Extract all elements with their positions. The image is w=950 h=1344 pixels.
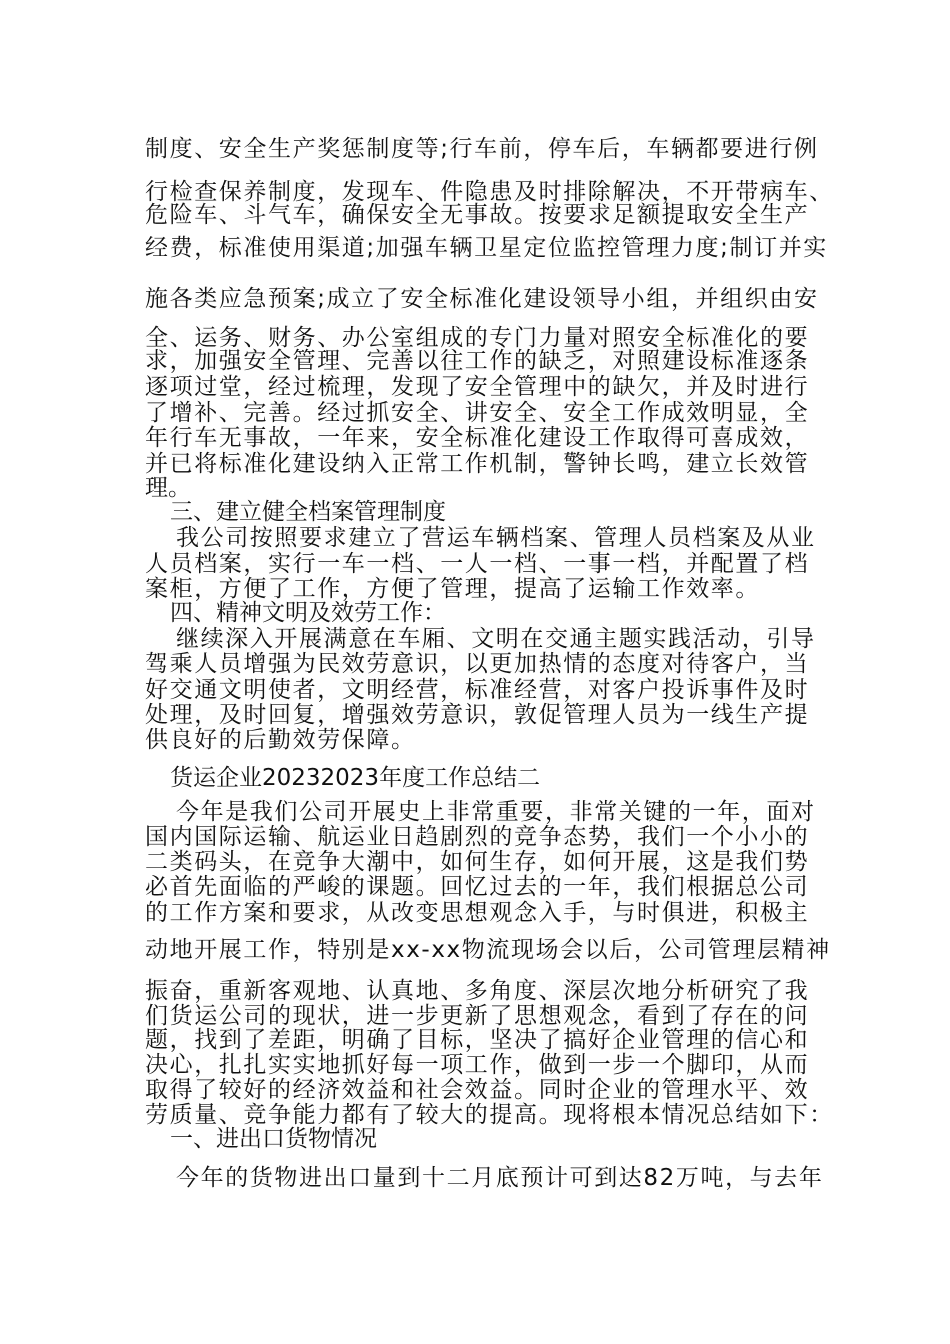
text-line: 逐项过堂，经过梳理，发现了安全管理中的缺欠，并及时进行: [145, 374, 810, 400]
text-line: 好交通文明使者，文明经营，标准经营，对客户投诉事件及时: [145, 677, 810, 703]
text-line: 供良好的后勤效劳保障。: [145, 727, 416, 753]
section-heading: 四、精神文明及效劳工作：: [170, 600, 446, 626]
text-line: 并已将标准化建设纳入正常工作机制，警钟长鸣，建立长效管: [145, 451, 810, 477]
document-title: 货运企业20232023年度工作总结二: [170, 765, 541, 791]
text-line: 全、运务、财务、办公室组成的专门力量对照安全标准化的要: [145, 325, 810, 351]
text-line: 我公司按照要求建立了营运车辆档案、管理人员档案及从业: [176, 525, 816, 551]
text-line: 年行车无事故，一年来，安全标准化建设工作取得可喜成效，: [145, 425, 810, 451]
text-line: 国内国际运输、航运业日趋剧烈的竞争态势，我们一个小小的: [145, 824, 810, 850]
text-line: 题，找到了差距，明确了目标，坚决了搞好企业管理的信心和: [145, 1027, 810, 1053]
text-line: 危险车、斗气车，确保安全无事故。按要求足额提取安全生产: [145, 202, 810, 228]
text-line: 的工作方案和要求，从改变思想观念入手，与时俱进，积极主: [145, 900, 810, 926]
text-line: 取得了较好的经济效益和社会效益。同时企业的管理水平、效: [145, 1077, 810, 1103]
text-line: 们货运公司的现状，进一步更新了思想观念，看到了存在的问: [145, 1003, 810, 1029]
text-line: 二类码头，在竞争大潮中，如何生存，如何开展，这是我们势: [145, 849, 810, 875]
text-line: 振奋，重新客观地、认真地、多角度、深层次地分析研究了我: [145, 978, 810, 1004]
text-line: 继续深入开展满意在车厢、文明在交通主题实践活动，引导: [176, 626, 816, 652]
text-line: 经费，标准使用渠道;加强车辆卫星定位监控管理力度;制订并实: [145, 235, 828, 261]
text-line: 理。: [145, 475, 191, 501]
text-line: 决心，扎扎实实地抓好每一项工作，做到一步一个脚印，从而: [145, 1052, 810, 1078]
text-line: 劳质量、竞争能力都有了较大的提高。现将根本情况总结如下：: [145, 1102, 834, 1128]
text-line: 处理，及时回复，增强效劳意识，敦促管理人员为一线生产提: [145, 702, 810, 728]
text-line: 了增补、完善。经过抓安全、讲安全、安全工作成效明显，全: [145, 400, 810, 426]
section-heading: 三、建立健全档案管理制度: [170, 499, 446, 525]
text-line: 今年是我们公司开展史上非常重要，非常关键的一年，面对: [176, 799, 816, 825]
text-line: 行检查保养制度，发现车、件隐患及时排除解决，不开带病车、: [145, 179, 834, 205]
text-line: 必首先面临的严峻的课题。回忆过去的一年，我们根据总公司: [145, 874, 810, 900]
text-line: 动地开展工作，特别是xx-xx物流现场会以后，公司管理层精神: [145, 937, 831, 963]
text-line: 求，加强安全管理、完善以往工作的缺乏，对照建设标准逐条: [145, 348, 810, 374]
text-line: 人员档案，实行一车一档、一人一档、一事一档，并配置了档: [145, 551, 810, 577]
section-heading: 一、进出口货物情况: [170, 1126, 377, 1152]
text-line: 制度、安全生产奖惩制度等;行车前，停车后，车辆都要进行例: [145, 136, 819, 162]
text-line: 施各类应急预案;成立了安全标准化建设领导小组，并组织由安: [145, 286, 819, 312]
text-line: 今年的货物进出口量到十二月底预计可到达82万吨，与去年: [176, 1165, 824, 1191]
text-line: 驾乘人员增强为民效劳意识，以更加热情的态度对待客户，当: [145, 651, 810, 677]
text-line: 案柜，方便了工作，方便了管理，提高了运输工作效率。: [145, 576, 760, 602]
